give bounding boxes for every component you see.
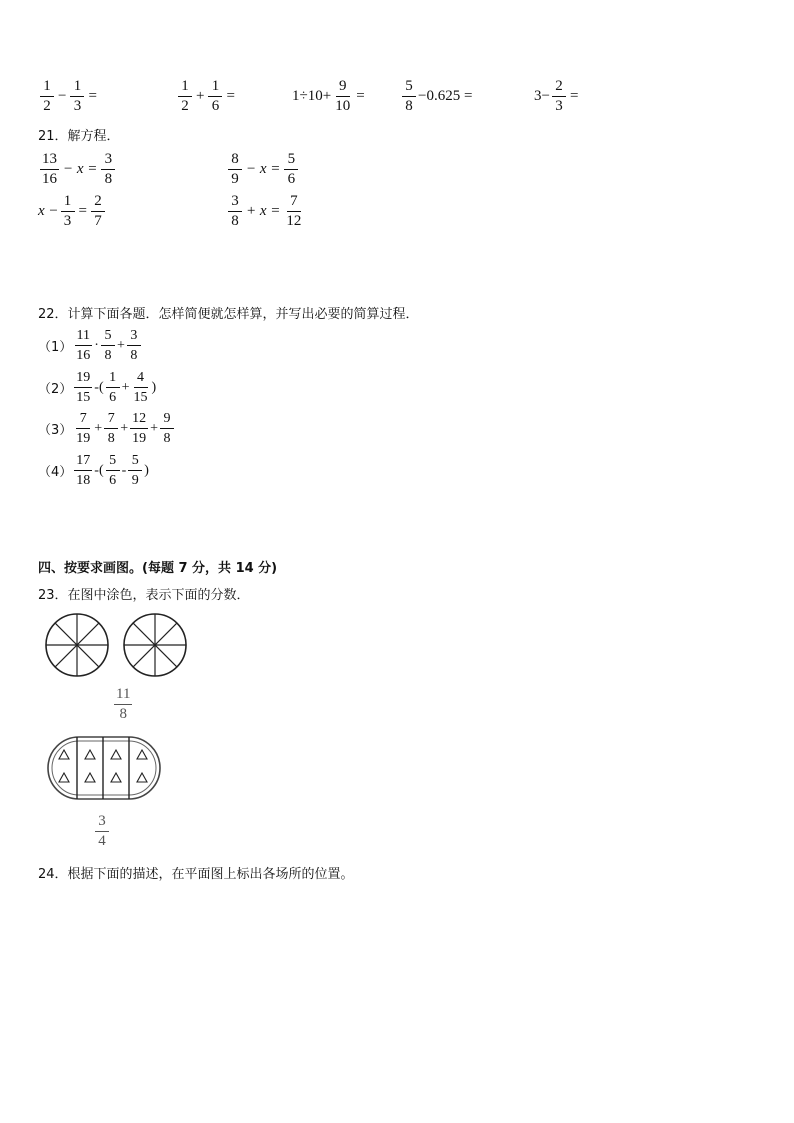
fraction: $\frac{1}{3}$ bbox=[70, 78, 84, 115]
fraction: $\frac{9}{10}$ bbox=[335, 78, 351, 114]
fraction: $\frac{1}{3}$ bbox=[61, 193, 75, 230]
fraction: $\frac{5}{6}$ bbox=[106, 452, 120, 489]
question-23-title: 23．在图中涂色，表示下面的分数． bbox=[38, 588, 250, 603]
fraction: $\frac{17}{18}$ bbox=[76, 453, 91, 488]
fraction: $\frac{5}{9}$ bbox=[128, 452, 142, 489]
fraction: $\frac{7}{12}$ bbox=[286, 193, 302, 229]
fraction: $\frac{5}{8}$ bbox=[402, 78, 416, 115]
fraction: $\frac{3}{8}$ bbox=[127, 327, 141, 364]
calc-22-3: （3） $\frac{7}{19}$ + $\frac{7}{8}$ + $\frac{12}{19}$ + $\frac{9}{8}$ bbox=[38, 410, 176, 447]
question-21-title: 21．解方程． bbox=[38, 129, 120, 144]
fraction: $\frac{3}{8}$ bbox=[101, 151, 115, 188]
fraction: $\frac{5}{8}$ bbox=[101, 327, 115, 364]
expr-20-2: $\frac{1}{2}$ + $\frac{1}{6}$ = bbox=[176, 78, 237, 115]
fraction: $\frac{4}{15}$ bbox=[133, 370, 148, 405]
equation-21-4: $\frac{3}{8}$ + x = $\frac{7}{12}$ bbox=[226, 193, 305, 230]
fraction: $\frac{2}{3}$ bbox=[552, 78, 566, 115]
fraction: $\frac{8}{9}$ bbox=[228, 151, 242, 188]
circle-2 bbox=[124, 614, 186, 676]
fraction: $\frac{13}{16}$ bbox=[42, 151, 57, 187]
fraction: $\frac{7}{19}$ bbox=[76, 411, 91, 446]
fraction: $\frac{9}{8}$ bbox=[160, 410, 174, 447]
fraction: $\frac{1}{2}$ bbox=[40, 78, 54, 115]
circle-diagrams bbox=[40, 610, 200, 682]
calc-22-4: （4） $\frac{17}{18}$ -( $\frac{5}{6}$ - $\frac{5}{9}$ ) bbox=[38, 453, 149, 488]
fraction-3-4: $\frac{3}{4}$ bbox=[93, 813, 111, 850]
expr-20-1: $\frac{1}{2}$ − $\frac{1}{3}$ = bbox=[38, 78, 99, 115]
equation-21-2: $\frac{8}{9}$ − x = $\frac{5}{6}$ bbox=[226, 151, 300, 188]
equation-21-1: $\frac{13}{16}$ − x = $\frac{3}{8}$ bbox=[38, 151, 117, 188]
calc-22-2: （2） $\frac{19}{15}$ -( $\frac{1}{6}$ + $\frac{4}{15}$ ) bbox=[38, 370, 157, 405]
calc-22-1: （1） $\frac{11}{16}$ · $\frac{5}{8}$ + $\frac{3}{8}$ bbox=[38, 327, 143, 364]
equation-21-3: x − $\frac{1}{3}$ = $\frac{2}{7}$ bbox=[38, 193, 107, 230]
question-22-title: 22．计算下面各题．怎样简便就怎样算，并写出必要的简算过程． bbox=[38, 307, 419, 322]
expr-20-5: 3− $\frac{2}{3}$ = bbox=[534, 78, 579, 114]
fraction: $\frac{1}{6}$ bbox=[106, 369, 120, 406]
circle-1 bbox=[46, 614, 108, 676]
fraction: $\frac{12}{19}$ bbox=[132, 411, 147, 446]
fraction-11-8: $\frac{11}{8}$ bbox=[116, 686, 131, 722]
fraction: $\frac{19}{15}$ bbox=[76, 370, 91, 405]
question-24-title: 24．根据下面的描述，在平面图上标出各场所的位置。 bbox=[38, 867, 354, 882]
fraction: $\frac{1}{2}$ bbox=[178, 78, 192, 115]
section-4-heading: 四、按要求画图。(每题 7 分，共 14 分) bbox=[38, 561, 278, 576]
fraction: $\frac{2}{7}$ bbox=[91, 193, 105, 230]
fraction: $\frac{3}{8}$ bbox=[228, 193, 242, 230]
fraction: $\frac{5}{6}$ bbox=[284, 151, 298, 188]
expr-20-3: 1÷10+ $\frac{9}{10}$ = bbox=[292, 78, 365, 114]
triangle-capsule-diagram bbox=[44, 734, 164, 802]
fraction: $\frac{1}{6}$ bbox=[208, 78, 222, 115]
expr-20-4: $\frac{5}{8}$ −0.625 = bbox=[400, 78, 472, 115]
fraction: $\frac{11}{16}$ bbox=[76, 328, 91, 363]
fraction: $\frac{7}{8}$ bbox=[104, 410, 118, 447]
